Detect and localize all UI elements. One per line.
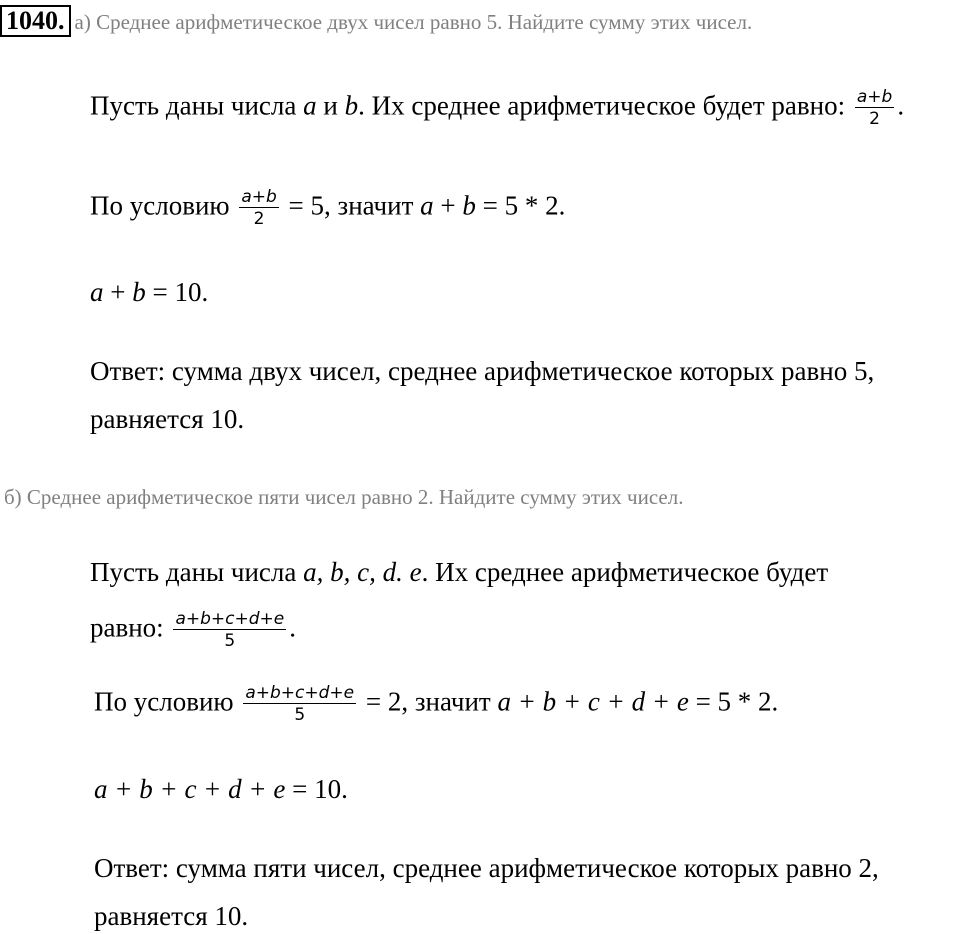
part-b-line-4 <box>94 773 348 805</box>
vars-list: a, b, c, d. e <box>303 557 422 587</box>
var-a: a <box>90 277 104 307</box>
part-a-line-2 <box>90 188 565 229</box>
text: . Их среднее арифметическое будет <box>421 557 829 587</box>
frac-denominator: 5 <box>224 631 236 651</box>
text: По условию <box>90 190 237 221</box>
text: = 5, значит <box>281 190 421 221</box>
problem-number: 1040. <box>0 5 71 37</box>
task-a-statement: а) Среднее арифметическое двух чисел равно 5. Найдите сумму этих чисел. <box>74 10 753 34</box>
part-b-answer-line-1: Ответ: сумма пяти чисел, среднее арифметическое которых равно 2, <box>94 853 879 883</box>
fraction-mean-five <box>243 684 356 725</box>
text: + <box>103 277 133 307</box>
text: = 10. <box>145 277 209 307</box>
text: Пусть даны числа <box>90 90 304 121</box>
frac-plus: + <box>251 187 266 207</box>
fraction-mean-five <box>173 610 286 651</box>
part-a-answer-line-1: Ответ: сумма двух чисел, среднее арифметическое которых равно 5, <box>90 356 875 386</box>
text: = 10. <box>285 774 348 804</box>
frac-denominator: 2 <box>869 109 880 129</box>
frac-var-a: a <box>856 87 868 107</box>
part-b-line-1 <box>90 556 828 588</box>
sum-expression: a + b + c + d + e <box>497 686 689 717</box>
text: = 5 * 2. <box>475 190 566 221</box>
task-b-statement: б) Среднее арифметическое пяти чисел равно 2. Найдите сумму этих чисел. <box>4 485 684 509</box>
var-a: a <box>420 190 434 221</box>
frac-var-a: a <box>241 187 252 207</box>
text: равно: <box>90 612 171 643</box>
frac-plus: + <box>867 87 882 107</box>
frac-numerator: a+b+c+d+e <box>245 683 355 703</box>
text: Пусть даны числа <box>90 557 304 587</box>
var-a: a <box>303 90 317 121</box>
text: . Их среднее арифметическое будет равно: <box>358 90 852 121</box>
sum-expression: a + b + c + d + e <box>94 774 286 804</box>
frac-denominator: 5 <box>294 705 306 725</box>
var-b: b <box>344 90 359 121</box>
part-a-line-1 <box>90 88 904 129</box>
text: + <box>433 190 463 221</box>
text: = 5 * 2. <box>688 686 779 717</box>
text: = 2, значит <box>359 686 498 717</box>
fraction-mean-two <box>855 88 894 129</box>
text: . <box>897 90 905 121</box>
var-b: b <box>132 277 146 307</box>
part-b-line-3 <box>94 684 778 725</box>
frac-var-b: b <box>881 87 893 107</box>
fraction-mean-two <box>239 188 278 229</box>
frac-numerator: a+b+c+d+e <box>175 609 285 629</box>
text: и <box>316 90 345 121</box>
problem-header <box>0 4 752 37</box>
part-b-answer-line-2: равняется 10. <box>94 901 249 931</box>
part-a-line-3 <box>90 276 208 308</box>
text: По условию <box>94 686 241 717</box>
text: . <box>289 612 296 643</box>
frac-denominator: 2 <box>253 209 265 229</box>
frac-var-b: b <box>266 187 277 207</box>
part-a-answer-line-2: равняется 10. <box>90 404 245 434</box>
part-b-line-2 <box>90 610 296 651</box>
var-b: b <box>462 190 476 221</box>
